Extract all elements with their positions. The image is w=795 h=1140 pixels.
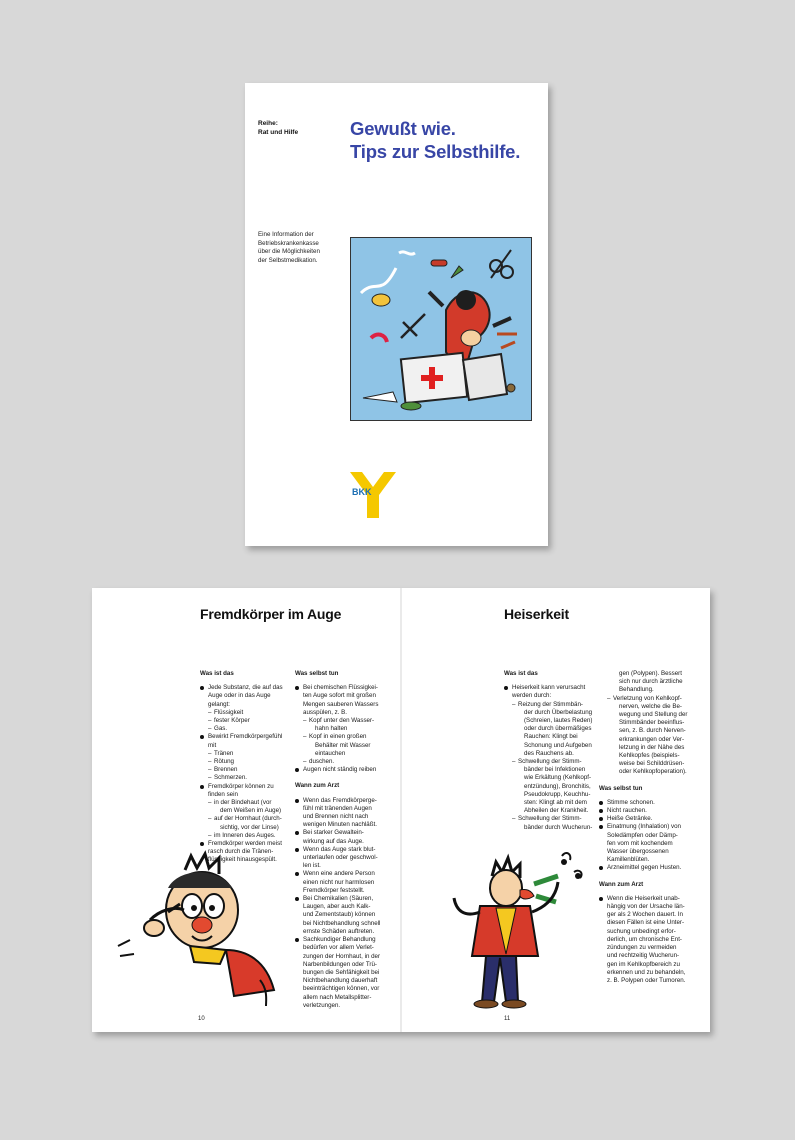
list-item: – Rötung	[200, 758, 292, 766]
list-item: wenigen Minuten nachläßt.	[303, 821, 377, 829]
list-item: Abheilen der Krankheit.	[524, 807, 589, 815]
list-item: Arzneimittel gegen Husten.	[599, 864, 703, 872]
list-item: Bei starker Gewaltein-	[295, 829, 395, 837]
list-item: Bewirkt Fremdkörpergefühl	[200, 733, 292, 741]
list-item: – Schmerzen.	[200, 774, 292, 782]
list-item: – Kopf in einen großen	[295, 733, 395, 741]
list-item: – Kopf unter den Wasser-	[295, 717, 395, 725]
list-item: finden sein	[208, 790, 238, 798]
list-item: dem Weißen im Auge)	[220, 807, 282, 815]
list-item: Jede Substanz, die auf das	[200, 684, 292, 692]
list-item: hahn halten	[315, 725, 348, 733]
brochure-cover	[245, 83, 548, 546]
list-item: der durch Überbelastung	[524, 708, 593, 716]
list-item: – im Inneren des Auges.	[200, 832, 292, 840]
list-item: – Flüssigkeit	[200, 709, 292, 717]
first-aid-illustration	[350, 237, 532, 421]
left-col2a-list	[295, 684, 395, 774]
falling-man-illustration	[351, 238, 531, 420]
list-item: Pseudokrupp, Keuchhu-	[524, 790, 591, 798]
list-item: Sachkundiger Behandlung	[295, 936, 395, 944]
list-item: bänder bei Infektionen	[524, 766, 586, 774]
right-col2	[599, 670, 703, 985]
list-item: fühl mit tränenden Augen	[303, 804, 372, 812]
spread-spine	[400, 588, 402, 1032]
list-item: wegung und Stellung der	[619, 711, 688, 719]
list-item: Auge oder in das Auge	[208, 692, 271, 700]
list-item: Fremdkörper werden meist	[200, 840, 292, 848]
eye-cartoon	[110, 850, 290, 1010]
list-item: – Verletzung von Kehlkopf-	[599, 695, 703, 703]
list-item: nerven, welche die Be-	[619, 702, 682, 710]
left-col2a-heading: Was selbst tun	[295, 670, 339, 677]
list-item: Fremdkörper können zu	[200, 783, 292, 791]
cover-title: Gewußt wie. Tips zur Selbsthilfe.	[350, 118, 521, 162]
list-item: Stimme schonen.	[599, 799, 703, 807]
right-col1	[504, 670, 604, 832]
right-col2b-heading: Was selbst tun	[599, 784, 643, 792]
list-item: zungen der Hornhaut, in der	[303, 952, 381, 960]
list-item: Mengen sauberen Wassers	[303, 700, 379, 708]
list-item: erkrankungen oder Ver-	[619, 735, 685, 743]
list-item: Narbenbildungen oder Trü-	[303, 960, 377, 968]
list-item: allem nach Metallsplitter-	[303, 993, 372, 1001]
list-item: Nicht rauchen.	[599, 807, 703, 815]
list-item: zündungen zu vermeiden	[607, 944, 677, 952]
list-item: Fremdkörper feststellt.	[303, 886, 365, 894]
list-item: sichtig, vor der Linse)	[220, 823, 279, 831]
list-item: oder Kehlkopfoperation).	[619, 768, 687, 776]
left-col1-heading: Was ist das	[200, 670, 234, 677]
brochure-spread	[92, 588, 710, 1032]
list-item: Rauchen: Klingt bei	[524, 733, 578, 741]
list-item: sich nur durch ärztliche	[619, 678, 683, 686]
list-item: gelangt:	[208, 700, 231, 708]
list-item: des Rauchens ab.	[524, 749, 574, 757]
bkk-logo	[350, 472, 396, 518]
list-item: flüssigkeit hinausgespült.	[208, 856, 277, 864]
list-item: beeinträchtigen können, vor	[303, 985, 380, 993]
list-item: z. B. Polypen oder Tumoren.	[607, 976, 686, 984]
list-item: ausspülen, z. B.	[303, 708, 348, 716]
bkk-logo-text: BKK	[352, 487, 372, 497]
list-item: Soledämpfen oder Dämp-	[607, 831, 678, 839]
list-item: gen (Polypen). Bessert	[619, 670, 682, 677]
list-item: und Brennen nicht nach	[303, 813, 369, 821]
list-item: bei Nichtbehandlung schnell	[303, 919, 381, 927]
right-col2b-list	[599, 799, 703, 873]
hoarse-cartoon	[452, 846, 602, 1011]
list-item: Heiserkeit kann verursacht	[504, 684, 604, 692]
left-page-number: 10	[198, 1016, 205, 1022]
list-item: werden durch:	[512, 692, 552, 700]
list-item: – Schwellung der Stimm-	[504, 758, 604, 766]
list-item: eintauchen	[315, 749, 346, 757]
list-item: – Schwellung der Stimm-	[504, 815, 604, 823]
left-col1-list	[200, 684, 292, 864]
list-item: Nichtbehandlung dauerhaft	[303, 977, 378, 985]
list-item: – Brennen	[200, 766, 292, 774]
list-item: Bei chemischen Flüssigkei-	[295, 684, 395, 692]
list-item: Wenn die Heiserkeit unab-	[599, 895, 703, 903]
list-item: diesen Fällen ist eine Unter-	[607, 919, 685, 927]
list-item: Stimmbänder beeinflus-	[619, 719, 685, 727]
left-page-title: Fremdkörper im Auge	[200, 606, 342, 622]
list-item: gen im Kehlkopfbereich zu	[607, 960, 680, 968]
list-item: unterlaufen oder geschwol-	[303, 854, 378, 862]
list-item: – Reizung der Stimmbän-	[504, 701, 604, 709]
list-item: wie Erkältung (Kehlkopf-	[524, 774, 592, 782]
right-col1-list	[504, 684, 604, 832]
list-item: suchung unbedingt erfor-	[607, 927, 676, 935]
list-item: Behälter mit Wasser	[315, 741, 371, 749]
list-item: – Tränen	[200, 750, 292, 758]
list-item: – duschen.	[295, 758, 395, 766]
list-item: Behandlung.	[619, 686, 654, 694]
list-item: ernste Schäden auftreten.	[303, 927, 375, 935]
list-item: wirkung auf das Auge.	[303, 837, 364, 845]
list-item: bedürfen vor allem Verlet-	[303, 944, 374, 952]
list-item: – auf der Hornhaut (durch-	[200, 815, 292, 823]
list-item: erkennen und zu behandeln,	[607, 968, 686, 976]
list-item: und rechtzeitig Wucherun-	[607, 952, 680, 960]
list-item: – in der Bindehaut (vor	[200, 799, 292, 807]
list-item: Wenn das Fremdkörperge-	[295, 797, 395, 805]
list-item: oder durch übermäßiges	[524, 725, 592, 733]
list-item: ger als 2 Wochen dauert. In	[607, 911, 683, 919]
right-page-number: 11	[504, 1016, 511, 1022]
series-label: Reihe: Rat und Hilfe	[258, 120, 299, 136]
list-item: Wasser übergossenen	[607, 848, 669, 856]
right-col1-heading: Was ist das	[504, 670, 538, 677]
list-item: Einatmung (Inhalation) von	[599, 823, 703, 831]
list-item: ten Auge sofort mit großen	[303, 692, 376, 700]
list-item: letzung in der Nähe des	[619, 743, 685, 751]
left-col1	[200, 670, 292, 865]
list-item: Kehlkopfes (beispiels-	[619, 752, 680, 760]
list-item: Heiße Getränke.	[599, 815, 703, 823]
cover-info-text: Eine Information der Betriebskrankenkasse über die Möglichkeiten der Selbstmedikation.	[258, 231, 320, 264]
list-item: fen vom mit kochendem	[607, 839, 673, 847]
list-item: Wenn eine andere Person	[295, 870, 395, 878]
list-item: Kamillenblüten.	[607, 856, 650, 864]
list-item: derlich, um chronische Ent-	[607, 935, 682, 943]
list-item: Laugen, aber auch Kalk-	[303, 903, 371, 911]
list-item: Augen nicht ständig reiben	[295, 766, 395, 774]
right-col2a-list	[599, 670, 703, 777]
left-col2	[295, 670, 395, 1010]
list-item: rasch durch die Tränen-	[208, 848, 274, 856]
list-item: bänder durch Wucherun-	[524, 823, 593, 831]
list-item: – fester Körper	[200, 717, 292, 725]
list-item: sten: Klingt ab mit dem	[524, 799, 587, 807]
hoarse-man-illustration	[452, 846, 602, 1011]
right-col2c-list	[599, 895, 703, 985]
list-item: Schonung und Aufgeben	[524, 741, 592, 749]
list-item: und Zementstaub) können	[303, 911, 376, 919]
right-page-title: Heiserkeit	[504, 606, 569, 622]
list-item: Wenn das Auge stark blut-	[295, 846, 395, 854]
list-item: sen, z. B. durch Nerven-	[619, 727, 686, 735]
left-col2b-list	[295, 797, 395, 1010]
list-item: bungen die Sehfähigkeit bei	[303, 968, 380, 976]
list-item: Bei Chemikalien (Säuren,	[295, 895, 395, 903]
eye-drops-man-illustration	[110, 850, 290, 1010]
list-item: len ist.	[303, 862, 321, 870]
left-col2b-heading: Wann zum Arzt	[295, 782, 340, 790]
list-item: – Gas.	[200, 725, 292, 733]
list-item: verletzungen.	[303, 1001, 341, 1009]
list-item: einen nicht nur harmlosen	[303, 878, 375, 886]
list-item: (Schreien, lautes Reden)	[524, 717, 593, 725]
list-item: hängig von der Ursache län-	[607, 903, 685, 911]
list-item: mit	[208, 741, 217, 749]
list-item: entzündung), Bronchitis,	[524, 782, 591, 790]
right-col2c-heading: Wann zum Arzt	[599, 880, 644, 888]
list-item: weise bei Schilddrüsen-	[619, 760, 685, 768]
